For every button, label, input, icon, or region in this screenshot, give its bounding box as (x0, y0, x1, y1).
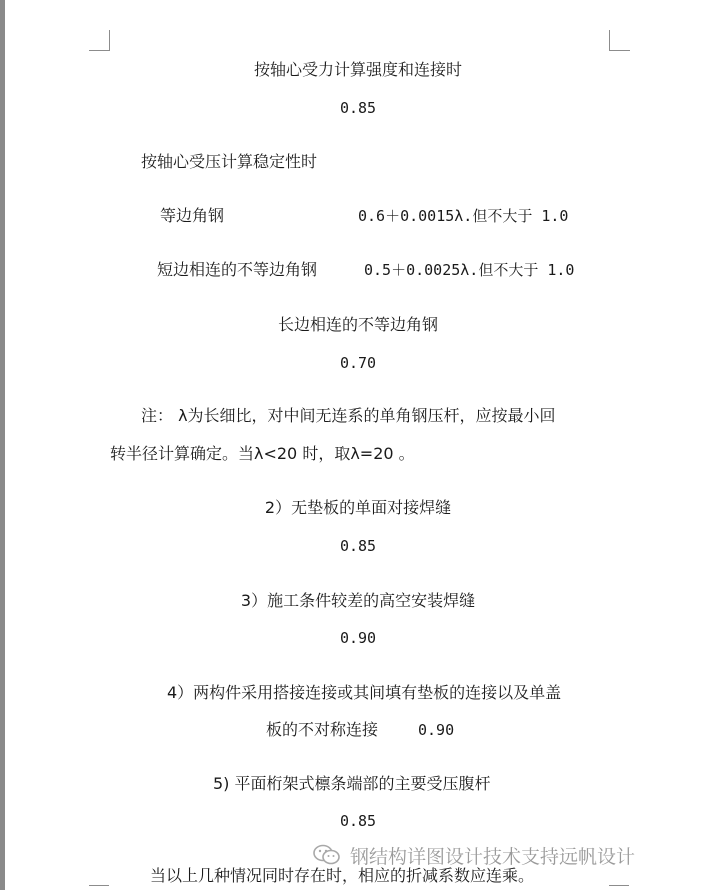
wechat-icon (312, 843, 342, 867)
value-line: 0.90 (418, 721, 455, 739)
text-line: 5) 平面桁架式檩条端部的主要受压腹杆 (213, 774, 491, 793)
formula-text: 0.5＋0.0025λ.但不大于 1.0 (364, 261, 575, 279)
text-line: 等边角钢 (160, 206, 225, 225)
value-line: 0.85 (339, 537, 377, 555)
crop-mark-bottom-left (89, 885, 109, 886)
watermark (312, 841, 635, 869)
watermark-text: 钢结构详图设计技术支持远帆设计 (350, 845, 636, 868)
text-line: 按轴心受力计算强度和连接时 (253, 60, 462, 79)
crop-mark-top-right (609, 30, 630, 51)
crop-mark-top-left (89, 30, 110, 51)
text-line: 短边相连的不等边角钢 (157, 260, 318, 279)
value-line: 0.85 (339, 99, 377, 117)
text-line: 板的不对称连接 (266, 720, 379, 739)
text-line: 3）施工条件较差的高空安装焊缝 (240, 591, 476, 610)
note-line: 注： λ为长细比，对中间无连系的单角钢压杆，应按最小回 (141, 406, 556, 425)
note-line: 转半径计算确定。当λ<20 时，取λ=20 。 (110, 444, 415, 463)
value-line: 0.85 (339, 812, 377, 830)
text-line: 长边相连的不等边角钢 (277, 315, 438, 334)
value-line: 0.90 (339, 629, 377, 647)
text-line: 4）两构件采用搭接连接或其间填有垫板的连接以及单盖 (167, 683, 562, 702)
formula-text: 0.6＋0.0015λ.但不大于 1.0 (358, 207, 569, 225)
text-line: 2）无垫板的单面对接焊缝 (264, 498, 452, 517)
crop-mark-bottom-right (609, 885, 629, 886)
text-line: 按轴心受压计算稳定性时 (141, 152, 318, 171)
text-line: 当以上几种情况同时存在时，相应的折减系数应连乘。 (150, 866, 535, 885)
value-line: 0.70 (339, 354, 377, 372)
page-left-edge (0, 0, 5, 890)
